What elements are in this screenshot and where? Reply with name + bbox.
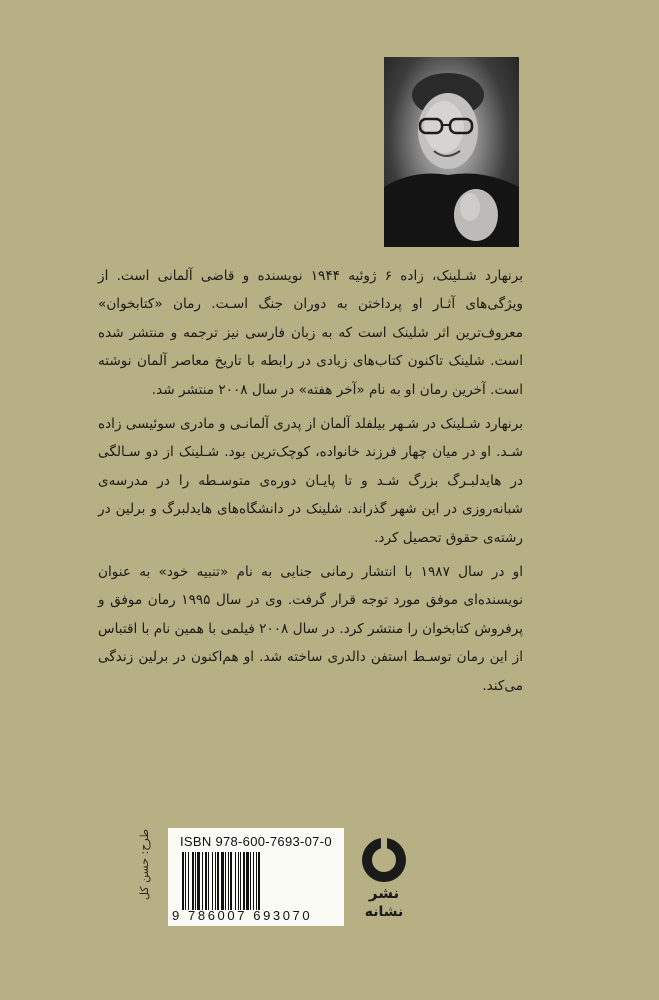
- barcode-bar: [235, 852, 236, 910]
- author-portrait-graphic: [384, 57, 519, 247]
- bio-paragraph: برنهارد شـلینک در شـهر بیلفلد آلمان از پدری آلمانـی و مادری سوئیسی زاده شـد. او در میان چهار فرزند خانواده، کوچک‌ترین بود. شـلینک از دو سـالگی در هایدلبـرگ بزرگ شـد و تا پایـان دوره‌ی متوسـطه را در مدرسه‌ی شبانه‌روزی در این شهر گذراند. شلینک در دانشگاه‌های هایدلبرگ و برلین در رشته‌ی حقوق تحصیل کرد.: [98, 416, 523, 546]
- barcode-label: [168, 828, 344, 926]
- barcode-bar: [238, 852, 239, 910]
- barcode-bar: [221, 852, 224, 910]
- author-biography: [98, 262, 523, 700]
- barcode-bar: [228, 852, 229, 910]
- barcode-bar: [240, 852, 241, 910]
- barcode-bar: [195, 852, 196, 910]
- barcode-bar: [182, 852, 184, 910]
- publisher-name-line2: نشانه: [364, 904, 404, 920]
- barcode-bar: [246, 852, 249, 910]
- barcode-bar: [250, 852, 251, 910]
- barcode-bar: [217, 852, 219, 910]
- bio-paragraph: برنهارد شـلینک، زاده ۶ ژوئیه ۱۹۴۴ نویسنده و قاضی آلمانی است. از ویژگی‌های آثـار او پرداختن به دوران جنگ اسـت. رمان «کتابخوان» معروف‌ترین اثر شلینک است که به زبان فارسی نیز ترجمه و منتشر شده است. شلینک تاکنون کتاب‌های زیادی در رابطه با تاریخ معاصر آلمان نوشته است. آخرین رمان او به نام «آخر هفته» در سال ۲۰۰۸ منتشر شد.: [98, 268, 523, 398]
- barcode-digits: 9 786007 693070: [172, 908, 313, 923]
- barcode-bar: [202, 852, 203, 910]
- barcode-bar: [253, 852, 254, 910]
- barcode-bar: [185, 852, 186, 910]
- barcode-bars-graphic: [180, 852, 330, 910]
- barcode-bar: [258, 852, 260, 910]
- barcode-bar: [197, 852, 200, 910]
- barcode-bar: [256, 852, 257, 910]
- barcode-bar: [215, 852, 216, 910]
- barcode-bar: [230, 852, 232, 910]
- barcode-bar: [192, 852, 194, 910]
- publisher-emblem-icon: [362, 836, 406, 882]
- designer-credit: طرح: حسن کل: [138, 828, 151, 900]
- isbn-number: ISBN 978-600-7693-07-0: [180, 834, 332, 849]
- barcode-bar: [208, 852, 209, 910]
- barcode-bar: [188, 852, 189, 910]
- author-photo: [384, 57, 519, 247]
- bio-paragraph: او در سال ۱۹۸۷ با انتشار رمانی جنایی به نام «تنبیه خود» به عنوان نویسنده‌ای موفق مورد توجه قرار گرفت. وی در سال ۱۹۹۵ رمان موفق و پرفروش کتابخوان را منتشر کرد. در سال ۲۰۰۸ فیلمی با همین نام با اقتباس از این رمان توسـط استفن دالدری ساخته شد. او هم‌اکنون در برلین زندگی می‌کند.: [98, 564, 523, 694]
- barcode-bar: [243, 852, 245, 910]
- publisher-logo: [348, 834, 420, 920]
- barcode-bar: [225, 852, 226, 910]
- barcode-bar: [205, 852, 207, 910]
- barcode-bar: [212, 852, 213, 910]
- publisher-name-line1: نشر: [368, 884, 400, 902]
